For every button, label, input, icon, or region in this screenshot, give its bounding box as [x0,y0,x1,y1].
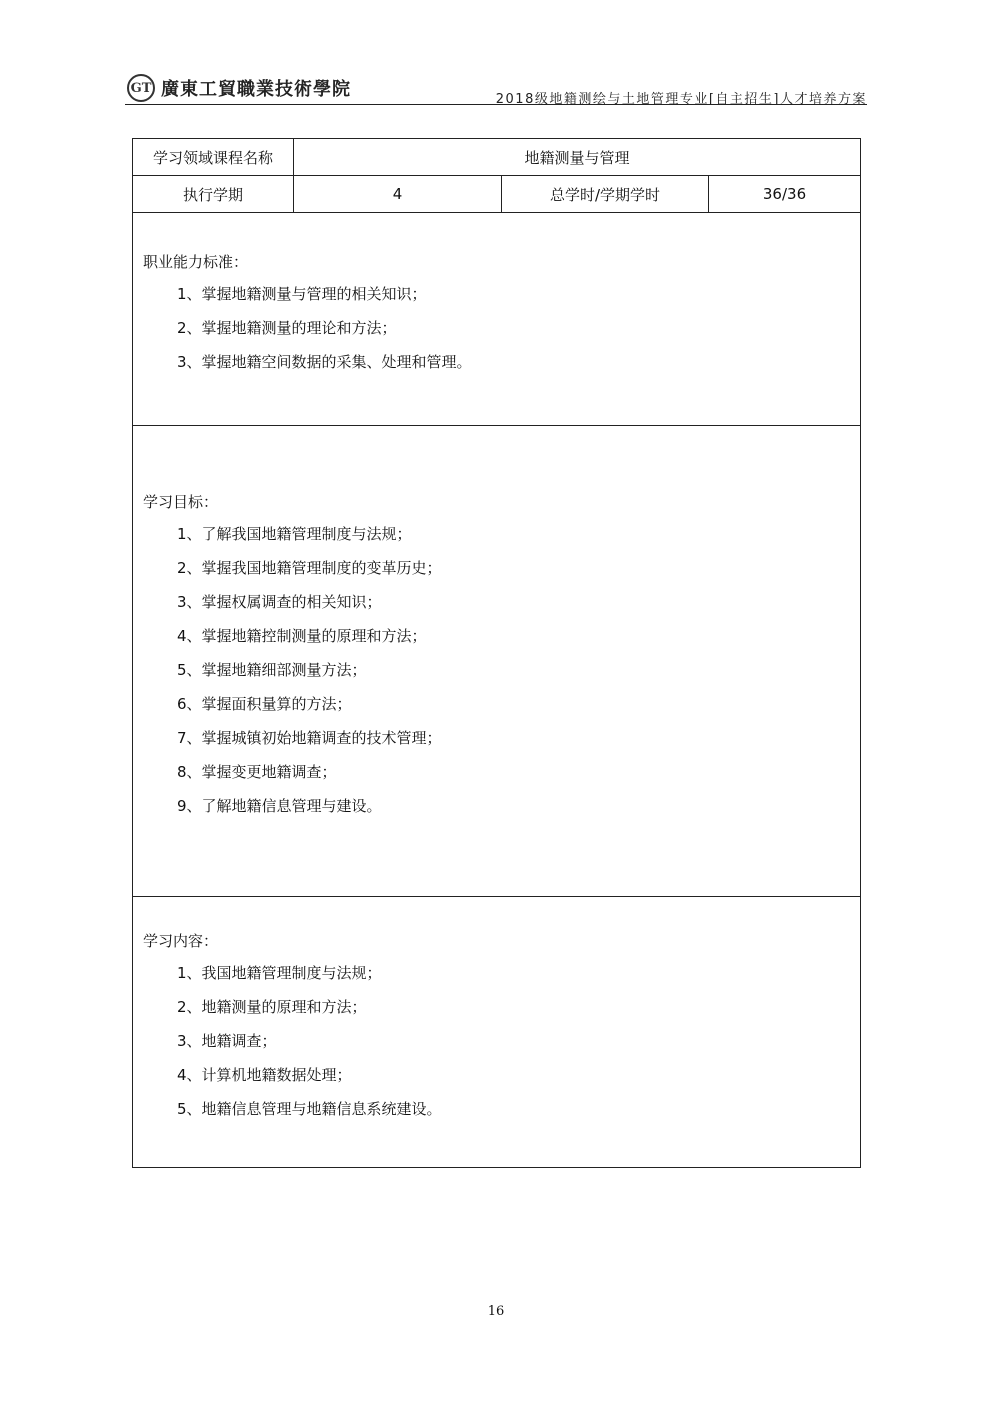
list-item: 9、了解地籍信息管理与建设。 [177,797,382,815]
list-item: 1、我国地籍管理制度与法规； [177,964,382,982]
course-name-row [133,139,861,176]
competency-title: 职业能力标准： [143,253,249,271]
course-table [132,138,861,1168]
list-item: 3、地籍调查； [177,1032,277,1050]
competency-row [133,213,861,426]
list-item: 8、掌握变更地籍调查； [177,763,337,781]
content-section [133,897,861,1168]
list-item: 1、了解我国地籍管理制度与法规； [177,525,412,543]
course-term-row [133,176,861,213]
list-item: 5、地籍信息管理与地籍信息系统建设。 [177,1100,442,1118]
list-item: 3、掌握权属调查的相关知识； [177,593,382,611]
list-item: 2、地籍测量的原理和方法； [177,998,367,1016]
list-item: 3、掌握地籍空间数据的采集、处理和管理。 [177,353,472,371]
logo-emblem-icon: GT [127,74,155,102]
document-title: 2018级地籍测绘与土地管理专业[自主招生]人才培养方案 [495,92,867,107]
list-item: 4、掌握地籍控制测量的原理和方法； [177,627,427,645]
content-list [133,956,860,1126]
list-item: 7、掌握城镇初始地籍调查的技术管理； [177,729,442,747]
term-label: 执行学期 [133,176,294,213]
page-header [125,68,867,105]
list-item: 5、掌握地籍细部测量方法； [177,661,367,679]
objectives-title: 学习目标： [143,493,219,511]
course-name-label: 学习领域课程名称 [133,139,294,176]
competency-list [133,277,860,379]
list-item: 2、掌握我国地籍管理制度的变革历史； [177,559,442,577]
hours-label: 总学时/学期学时 [502,176,709,213]
objectives-row [133,426,861,897]
list-item: 1、掌握地籍测量与管理的相关知识； [177,285,427,303]
content-title: 学习内容： [143,932,219,950]
objectives-list [133,517,860,823]
content-row [133,897,861,1168]
institution-name: 廣東工貿職業技術學院 [161,79,351,100]
course-name-value: 地籍测量与管理 [294,139,861,176]
list-item: 6、掌握面积量算的方法； [177,695,352,713]
competency-section [133,213,861,426]
objectives-section [133,426,861,897]
hours-value: 36/36 [709,176,861,213]
term-value: 4 [294,176,502,213]
page-number: 16 [487,1304,505,1319]
institution-logo [127,74,351,102]
list-item: 2、掌握地籍测量的理论和方法； [177,319,397,337]
list-item: 4、计算机地籍数据处理； [177,1066,352,1084]
